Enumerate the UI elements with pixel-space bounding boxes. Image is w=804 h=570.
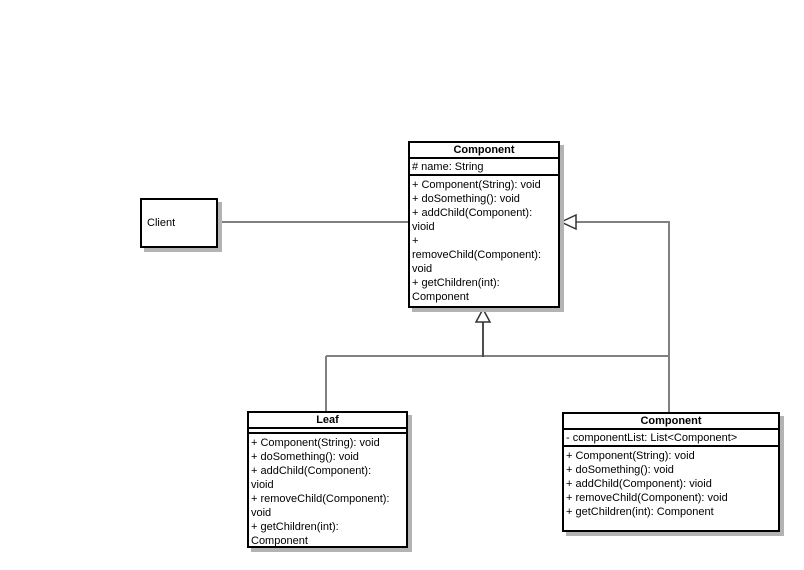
client-label: Client	[147, 217, 176, 229]
method-line: void	[412, 263, 433, 275]
method-line: vioid	[412, 221, 435, 233]
methods-compartment	[564, 447, 778, 519]
method-line: + Component(String): void	[566, 450, 695, 462]
attribute-line: - componentList: List<Component>	[566, 432, 738, 444]
method-line: + Component(String): void	[251, 437, 380, 449]
method-line: +	[412, 235, 419, 247]
class-title: Component	[410, 143, 558, 159]
method-line: vioid	[251, 479, 274, 491]
class-title: Component	[564, 414, 778, 430]
methods-compartment	[410, 176, 558, 304]
class-title: Leaf	[249, 413, 406, 429]
method-line: + addChild(Component):	[412, 207, 533, 219]
class-leaf[interactable]	[247, 411, 408, 548]
method-line: + doSomething(): void	[566, 464, 674, 476]
method-line: + Component(String): void	[412, 179, 541, 191]
method-line: + doSomething(): void	[251, 451, 359, 463]
method-line: + getChildren(int):	[251, 521, 339, 533]
method-line: + removeChild(Component): void	[566, 492, 728, 504]
method-line: + doSomething(): void	[412, 193, 520, 205]
generalization-arrowhead-left-icon	[561, 215, 576, 229]
method-line: Component	[251, 535, 308, 547]
method-line: + addChild(Component):	[251, 465, 372, 477]
generalization-arrowhead-up-icon	[476, 309, 490, 322]
method-line: + removeChild(Component):	[251, 493, 390, 505]
attributes-compartment	[410, 159, 558, 176]
attributes-compartment	[564, 430, 778, 447]
method-line: + addChild(Component): vioid	[566, 478, 712, 490]
method-line: + getChildren(int): Component	[566, 506, 714, 518]
class-component-top[interactable]	[408, 141, 560, 308]
client-box[interactable]	[140, 198, 218, 248]
method-line: + getChildren(int):	[412, 277, 500, 289]
method-line: removeChild(Component):	[412, 249, 541, 261]
generalization-composite-line[interactable]	[575, 222, 669, 412]
method-line: void	[251, 507, 272, 519]
attribute-line: # name: String	[412, 161, 484, 173]
method-line: Component	[412, 291, 469, 303]
methods-compartment	[249, 434, 406, 548]
class-component-composite[interactable]	[562, 412, 780, 532]
